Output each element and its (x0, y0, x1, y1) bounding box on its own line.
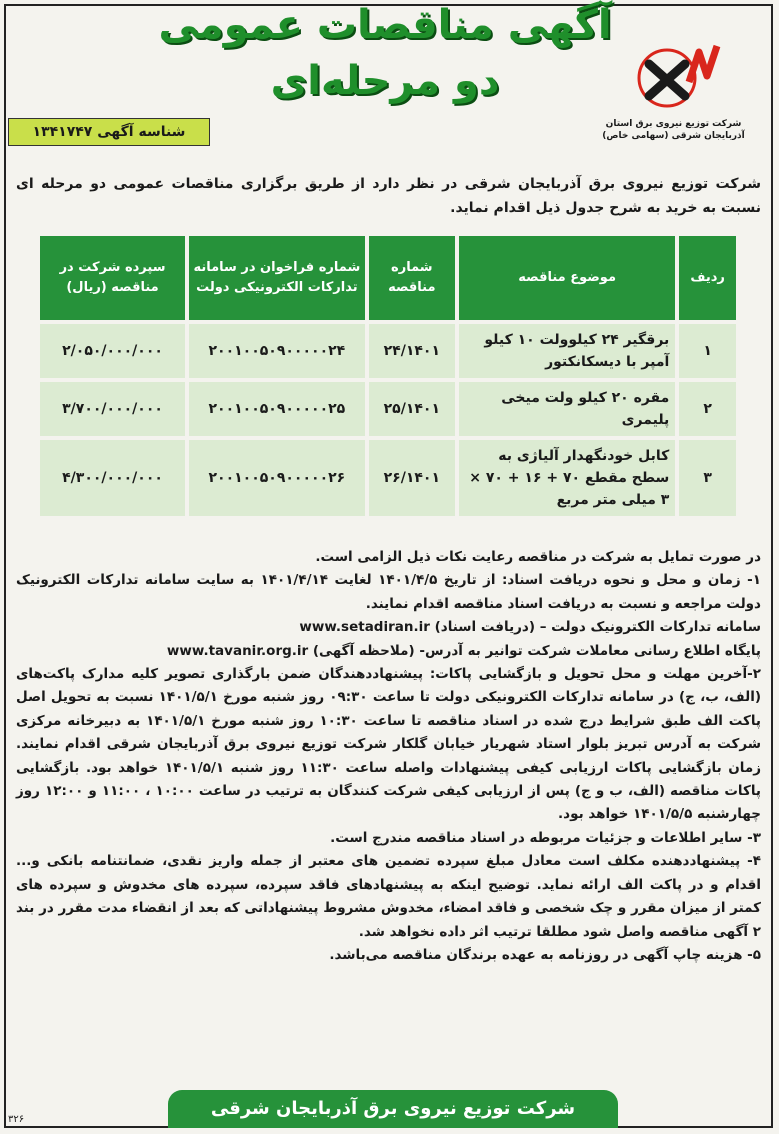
page-title: آگهی مناقصات عمومی (158, 2, 612, 48)
call-number: ۲۰۰۱۰۰۵۰۹۰۰۰۰۰۲۴ (187, 322, 367, 380)
deposit-amount: ۴/۳۰۰/۰۰۰/۰۰۰ (38, 438, 187, 518)
table-header-row (38, 234, 738, 322)
row-number: ۳ (677, 438, 738, 518)
call-number: ۲۰۰۱۰۰۵۰۹۰۰۰۰۰۲۵ (187, 380, 367, 438)
header (0, 0, 779, 140)
notice-id-badge: شناسه آگهی ۱۳۴۱۷۴۷ (8, 118, 210, 146)
condition-item-4: ۴- پیشنهاددهنده مکلف است معادل مبلغ سپرده تضمین های معتبر از جمله واریز نقدی، ضمانتنامه بانکی و... اقدام و در پاکت الف ارائه نماید. توضیح اینکه به پیشنهادهای فاقد سپرده، سپرده های مخدوش و سپرده های کمتر از میزان مقرر و چک شخصی و فاقد امضاء، مخدوش مشروط پیشنهاداتی که بعد از انقضاء مدت مقرر در بند ۲ آگهی مناقصه واصل شود مطلقا ترتیب اثر داده نخواهد شد. (16, 853, 761, 940)
company-logo-icon (637, 42, 727, 112)
tender-number: ۲۵/۱۴۰۱ (367, 380, 457, 438)
deposit-amount: ۲/۰۵۰/۰۰۰/۰۰۰ (38, 322, 187, 380)
company-name-small (586, 118, 761, 142)
setad-link-line: سامانه تدارکات الکترونیک دولت – (دریافت اسناد) www.setadiran.ir (299, 619, 761, 636)
table-row (38, 438, 738, 518)
tender-subject: مقره ۲۰ کیلو ولت میخی پلیمری (457, 380, 677, 438)
tender-subject: کابل خودنگهدار آلیاژی به سطح مقطع ۷۰ + ۱۶ + ۷۰ × ۳ میلی متر مربع (457, 438, 677, 518)
deposit-amount: ۳/۷۰۰/۰۰۰/۰۰۰ (38, 380, 187, 438)
tender-number: ۲۶/۱۴۰۱ (367, 438, 457, 518)
condition-item-5: ۵- هزینه چاپ آگهی در روزنامه به عهده برندگان مناقصه می‌باشد. (329, 946, 761, 963)
page-number: ۳۲۶ (8, 1114, 25, 1125)
call-number: ۲۰۰۱۰۰۵۰۹۰۰۰۰۰۲۶ (187, 438, 367, 518)
conditions-list (16, 546, 761, 967)
tender-table (38, 234, 738, 518)
condition-item-1: ۱- زمان و محل و نحوه دریافت اسناد: از تاریخ ۱۴۰۱/۴/۵ لغایت ۱۴۰۱/۴/۱۴ به سایت سامانه تدارکات الکترونیک دولت مراجعه و نسبت به دریافت اسناد مناقصه اقدام نمایند. (16, 572, 761, 612)
company-name-line1: شرکت توزیع نیروی برق استان (605, 119, 742, 129)
condition-item-2: ۲-آخرین مهلت و محل تحویل و بازگشایی پاکات: پیشنهاددهندگان ضمن بارگذاری تصویر کلیه مدارک پاکت‌های (الف، ب، ج) در سامانه تدارکات الکترونیکی دولت تا ساعت ۰۹:۳۰ روز شنبه مورخ ۱۴۰۱/۵/۱ نسبت به تحویل اصل پاکت الف طبق شرایط درج شده در اسناد مناقصه تا ساعت ۱۰:۳۰ روز شنبه مورخ ۱۴۰۱/۵/۱ به دبیرخانه مرکزی شرکت به آدرس تبریز بلوار استاد شهریار خیابان گلکار شرکت توزیع نیروی برق آذربایجان شرقی اقدام نمایند. زمان بازگشایی پاکات ارزیابی کیفی پیشنهادات واصله ساعت ۱۱:۳۰ روز شنبه ۱۴۰۱/۵/۱ خواهد بود. بازگشایی پاکات مناقصه (الف، ب و ج) پس از ارزیابی کیفی شرکت کنندگان به ترتیب در ساعت ۱۰:۰۰ ، ۱۱:۰۰ و ۱۲:۰۰ روز چهارشنبه ۱۴۰۱/۵/۵ خواهد بود. (16, 666, 762, 823)
footer-company-banner: شرکت توزیع نیروی برق آذربایجان شرقی (168, 1090, 618, 1128)
condition-item-3: ۳- سایر اطلاعات و جزئیات مربوطه در اسناد مناقصه مندرج است. (330, 829, 761, 846)
column-header-deposit: سپرده شرکت در مناقصه (ریال) (38, 234, 187, 322)
column-header-call-no: شماره فراخوان در سامانه تدارکات الکترونیکی دولت (187, 234, 367, 322)
column-header-row-no: ردیف (677, 234, 738, 322)
table-row (38, 380, 738, 438)
row-number: ۲ (677, 380, 738, 438)
company-name-line2: آذربایجان شرقی (سهامی خاص) (602, 131, 745, 141)
tender-number: ۲۴/۱۴۰۱ (367, 322, 457, 380)
tavanir-link-line: پایگاه اطلاع رسانی معاملات شرکت توانیر به آدرس- (ملاحظه آگهی) www.tavanir.org.ir (166, 642, 761, 659)
row-number: ۱ (677, 322, 738, 380)
page-subtitle: دو مرحله‌ای (270, 58, 500, 104)
intro-text: شرکت توزیع نیروی برق آذربایجان شرقی در نظر دارد از طریق برگزاری مناقصات عمومی دو مرحله ای نسبت به خرید به شرح جدول ذیل اقدام نماید. (16, 176, 761, 216)
tender-subject: برقگیر ۲۴ کیلوولت ۱۰ کیلو آمپر با دیسکانکتور (457, 322, 677, 380)
column-header-subject: موضوع مناقصه (457, 234, 677, 322)
conditions-intro: در صورت تمایل به شرکت در مناقصه رعایت نکات ذیل الزامی است. (315, 549, 761, 565)
column-header-tender-no: شماره مناقصه (367, 234, 457, 322)
table-row (38, 322, 738, 380)
